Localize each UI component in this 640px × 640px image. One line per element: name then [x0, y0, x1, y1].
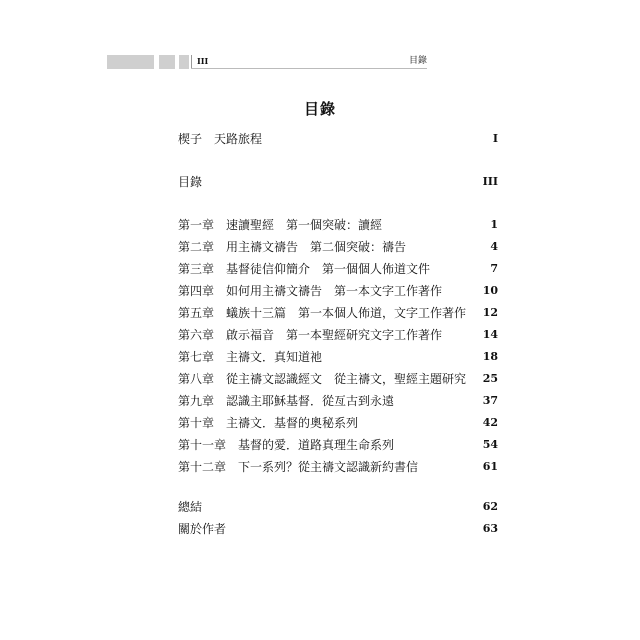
toc-entry-chapter-4	[178, 281, 498, 301]
toc-entry-chapter-10	[178, 413, 498, 433]
header-decoration-block	[107, 55, 154, 69]
header-running-title: 目錄	[408, 56, 427, 66]
header-page-number: III	[197, 56, 209, 66]
toc-entry-chapter-2	[178, 237, 498, 257]
toc-entry-label: 關於作者	[178, 522, 227, 536]
toc-entry-page: 4	[490, 240, 498, 253]
toc-entry-chapter-6	[178, 325, 498, 345]
toc-entry-page: 7	[490, 262, 498, 275]
toc-entry-label: 第七章 主禱文．真知道祂	[178, 350, 323, 364]
toc-entry-page: 42	[482, 416, 498, 429]
toc-entry-chapter-1	[178, 215, 498, 235]
toc-entry-page: 25	[482, 372, 498, 385]
toc-entry-chapter-3	[178, 259, 498, 279]
toc-entry-label: 第十一章 基督的愛．道路真理生命系列	[178, 438, 395, 452]
toc-entry-page: I	[492, 132, 498, 145]
toc-entry-page: 12	[482, 306, 498, 319]
toc-entry-prologue	[178, 129, 498, 149]
toc-entry-chapter-8	[178, 369, 498, 389]
toc-entry-conclusion	[178, 497, 498, 517]
toc-entry-label: 第四章 如何用主禱文禱告 第一本文字工作著作	[178, 284, 443, 298]
toc-entry-chapter-5	[178, 303, 498, 323]
toc-entry-label: 第六章 啟示福音 第一本聖經研究文字工作著作	[178, 328, 443, 342]
toc-entry-label: 第三章 基督徒信仰簡介 第一個個人佈道文件	[178, 262, 431, 276]
toc-entry-label: 第一章 速讀聖經 第一個突破：讀經	[178, 218, 383, 232]
toc-entry-page: 61	[482, 460, 498, 473]
header-divider	[191, 55, 192, 69]
toc-entry-page: 10	[482, 284, 498, 297]
toc-entry-page: 37	[482, 394, 498, 407]
toc-entry-about-author	[178, 519, 498, 539]
toc-entry-page: 63	[482, 522, 498, 535]
toc-entry-chapter-7	[178, 347, 498, 367]
toc-entry-page: III	[482, 175, 498, 188]
toc-entry-contents	[178, 172, 498, 192]
toc-entry-chapter-12	[178, 457, 498, 477]
toc-entry-label: 第十章 主禱文．基督的奧秘系列	[178, 416, 359, 430]
toc-entry-page: 14	[482, 328, 498, 341]
toc-entry-label: 總結	[178, 500, 203, 514]
toc-entry-label: 第八章 從主禱文認識經文 從主禱文，聖經主題研究	[178, 372, 467, 386]
toc-entry-label: 目錄	[178, 175, 203, 189]
toc-entry-label: 楔子 天路旅程	[178, 132, 263, 146]
toc-entry-label: 第九章 認識主耶穌基督．從亙古到永遠	[178, 394, 395, 408]
header-rule	[191, 68, 427, 69]
toc-entry-chapter-11	[178, 435, 498, 455]
toc-entry-page: 18	[482, 350, 498, 363]
toc-entry-page: 62	[482, 500, 498, 513]
toc-entry-label: 第五章 蟻族十三篇 第一本個人佈道，文字工作著作	[178, 306, 467, 320]
page-title: 目錄	[303, 100, 336, 118]
running-header	[107, 55, 427, 69]
toc-entry-page: 1	[490, 218, 498, 231]
toc-entry-label: 第十二章 下一系列？從主禱文認識新約書信	[178, 460, 419, 474]
toc-entry-chapter-9	[178, 391, 498, 411]
toc-entry-page: 54	[482, 438, 498, 451]
header-decoration-block	[159, 55, 175, 69]
header-decoration-block	[179, 55, 189, 69]
toc-entry-label: 第二章 用主禱文禱告 第二個突破：禱告	[178, 240, 407, 254]
